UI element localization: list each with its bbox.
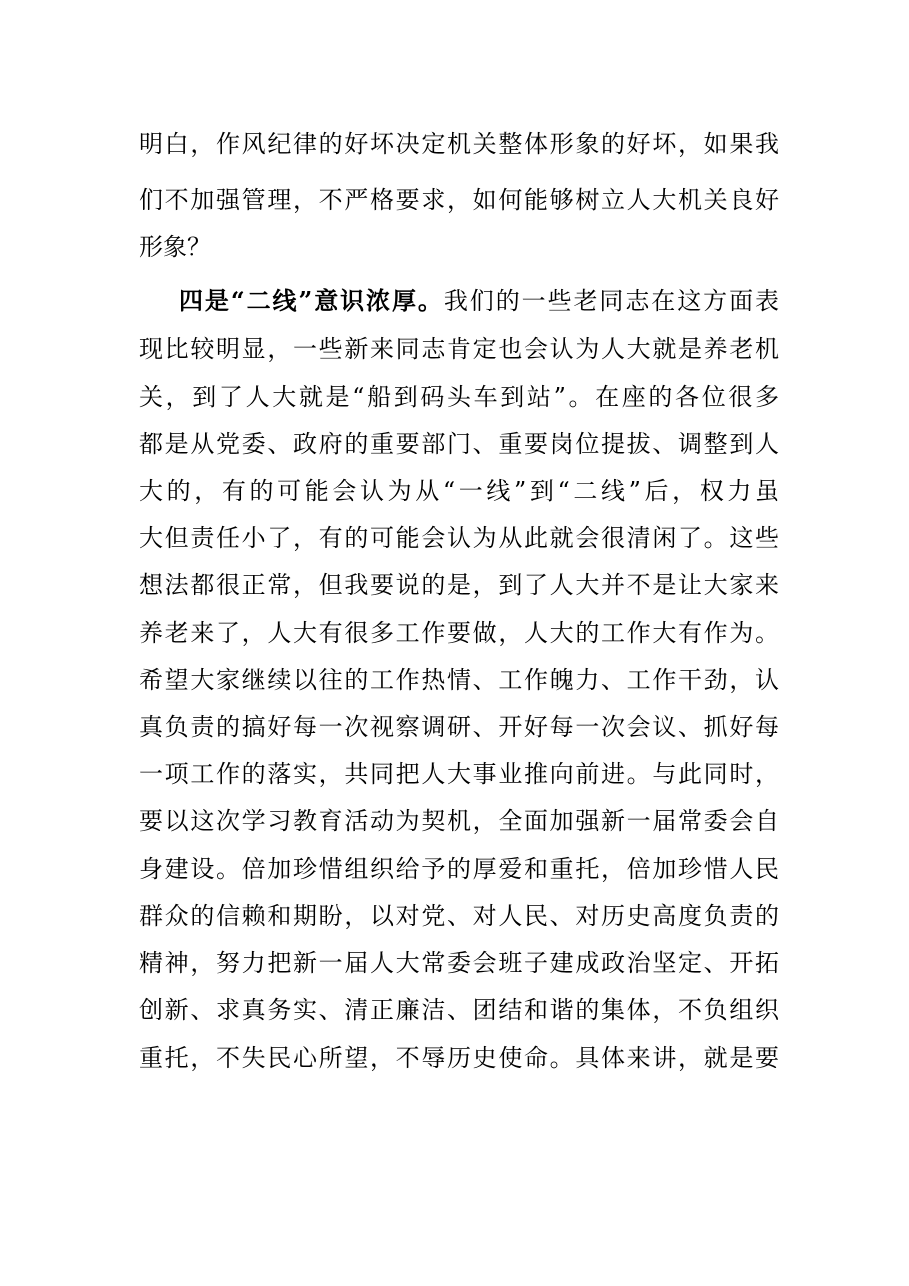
paragraph-2-line-8: 养老来了，人大有很多工作要做，人大的工作大有作为。 [139,619,779,647]
paragraph-2-line-9: 希望大家继续以往的工作热情、工作魄力、工作干劲，认 [139,666,779,694]
paragraph-2-line-1-rest: 我们的一些老同志在这方面表 [443,287,780,315]
paragraph-2-line-6: 大但责任小了，有的可能会认为从此就会很清闲了。这些 [139,524,779,552]
paragraph-2-line-14: 群众的信赖和期盼，以对党、对人民、对历史高度负责的 [139,902,779,930]
paragraph-2-line-10: 真负责的搞好每一次视察调研、开好每一次会议、抓好每 [139,713,779,741]
paragraph-2-line-5: 大的，有的可能会认为从“一线”到“二线”后，权力虽 [139,477,779,505]
paragraph-2-lead: 四是“二线”意识浓厚。 [179,286,444,315]
paragraph-2-line-4: 都是从党委、政府的重要部门、重要岗位提拔、调整到人 [139,430,779,458]
paragraph-2-line-7: 想法都很正常，但我要说的是，到了人大并不是让大家来 [139,571,779,599]
paragraph-2-line-2: 现比较明显，一些新来同志肯定也会认为人大就是养老机 [139,335,779,363]
paragraph-2-line-17: 重托，不失民心所望，不辱历史使命。具体来讲，就是要 [139,1044,779,1072]
paragraph-2-line-1 [179,283,779,319]
paragraph-1-line-1: 明白，作风纪律的好坏决定机关整体形象的好坏，如果我 [139,130,779,158]
paragraph-1-line-3: 形象？ [139,233,211,261]
paragraph-2-line-13: 身建设。倍加珍惜组织给予的厚爱和重托，倍加珍惜人民 [139,855,779,883]
paragraph-2-line-11: 一项工作的落实，共同把人大事业推向前进。与此同时， [139,760,779,788]
paragraph-2-line-12: 要以这次学习教育活动为契机，全面加强新一届常委会自 [139,807,779,835]
paragraph-2-line-16: 创新、求真务实、清正廉洁、团结和谐的集体，不负组织 [139,996,779,1024]
paragraph-2-line-15: 精神，努力把新一届人大常委会班子建成政治坚定、开拓 [139,949,779,977]
paragraph-2-line-3: 关，到了人大就是“船到码头车到站”。在座的各位很多 [139,383,779,411]
paragraph-1-line-2: 们不加强管理，不严格要求，如何能够树立人大机关良好 [139,186,779,214]
